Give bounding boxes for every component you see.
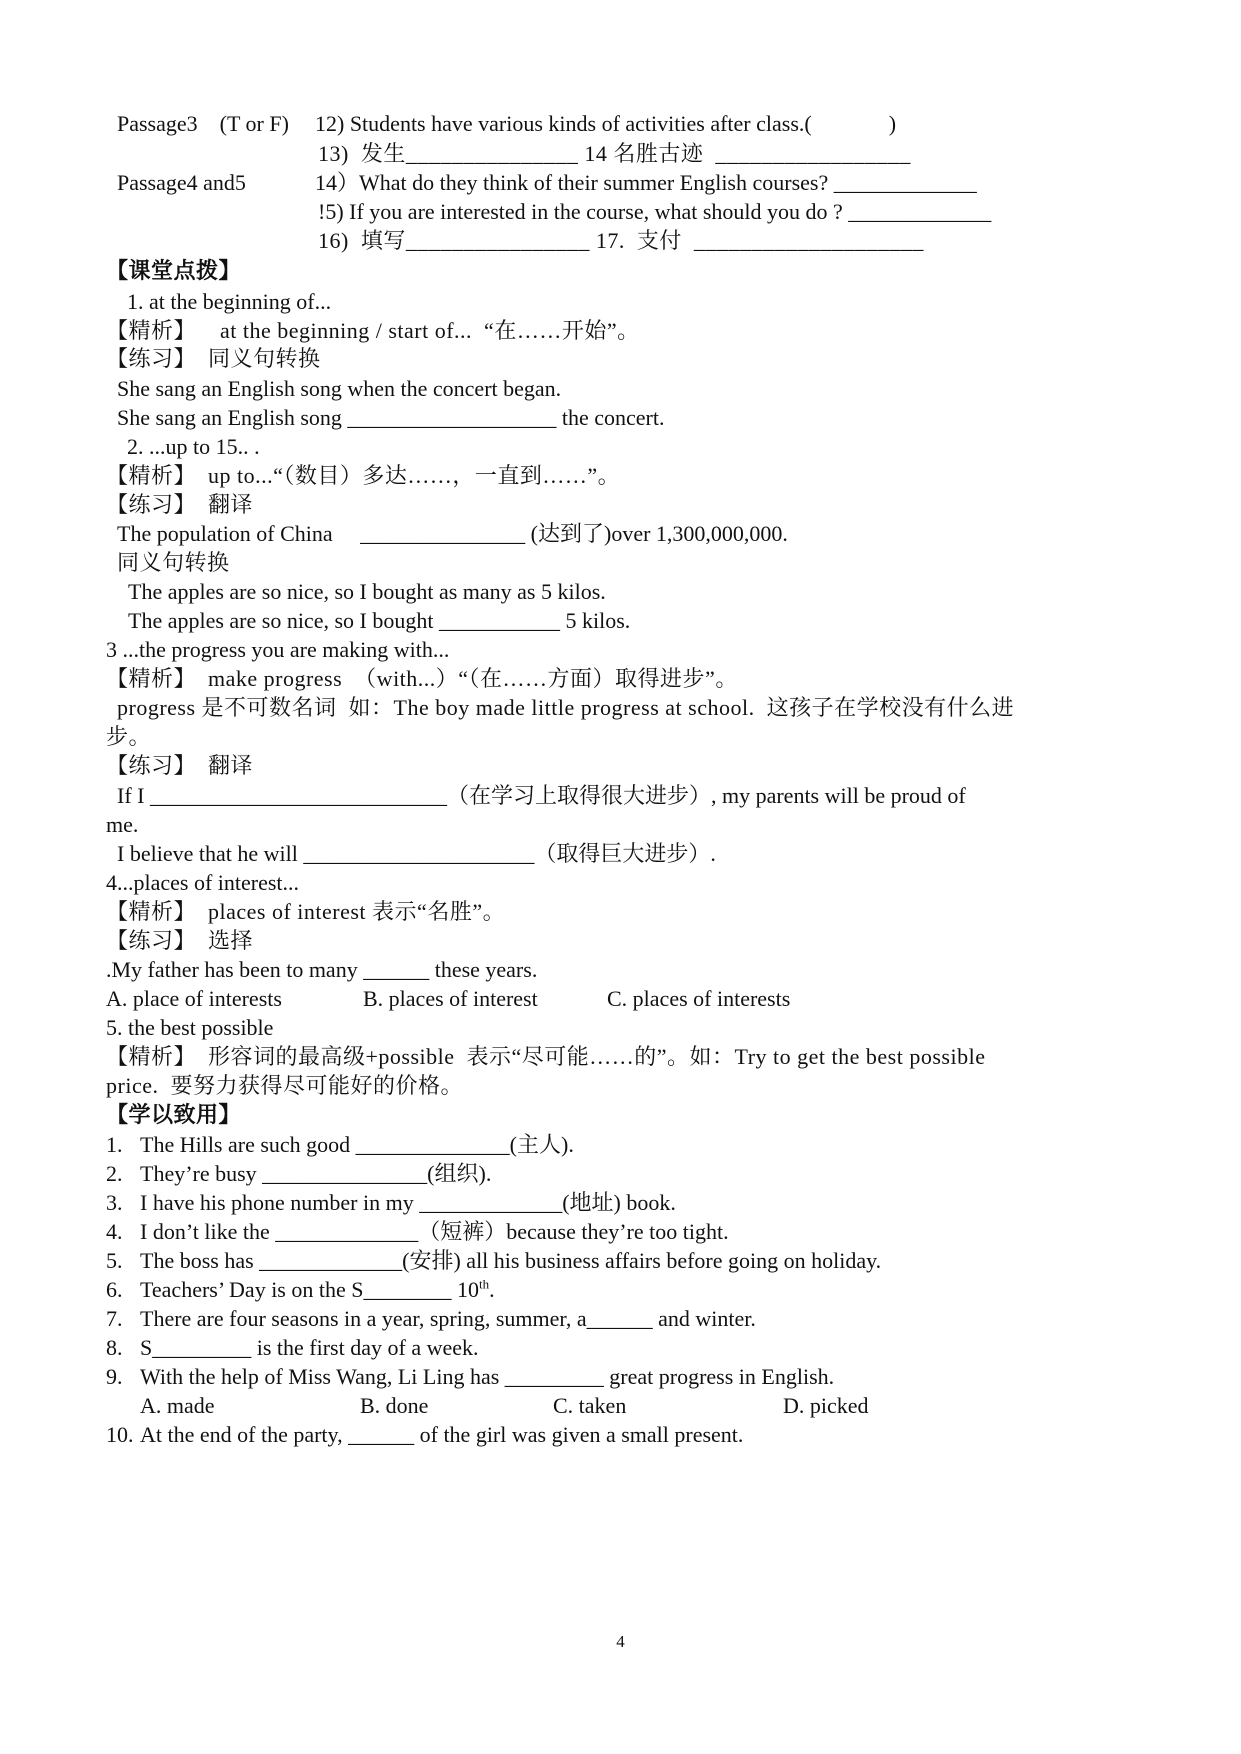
exercise-5-num: 5. [106,1248,123,1273]
question-12: 12) Students have various kinds of activities after class.( ) [315,111,897,136]
exercise-2-text: They’re busy _______________(组织). [140,1161,492,1186]
question-14: 14）What do they think of their summer English courses? _____________ [315,170,977,195]
point-3-sentence-1b: me. [106,812,139,837]
page-number: 4 [616,1632,625,1651]
question-13: 13) 发生_______________ 14 名胜古迹 _________________ [318,141,911,166]
exercise-1-num: 1. [106,1132,123,1157]
exercise-8-text: S_________ is the first day of a week. [140,1335,479,1360]
exercise-8-num: 8. [106,1335,123,1360]
point-3-analysis: 【精析】 make progress （with...）“（在……方面）取得进步”。 [106,666,738,691]
point-1-analysis: 【精析】 at the beginning / start of... “在……开始”。 [106,318,640,343]
point-3-note-line-2: 步。 [106,724,152,749]
point-2-sentence-2: The apples are so nice, so I bought as many as 5 kilos. [128,579,606,604]
exercise-6-superscript: th [478,1276,490,1292]
section-heading-apply: 【学以致用】 [106,1102,242,1127]
point-4-option-c: C. places of interests [607,986,791,1011]
point-1-exercise-label: 【练习】 同义句转换 [106,346,321,371]
point-2-sentence-1: The population of China _______________ (达到了)over 1,300,000,000. [117,521,788,546]
exercise-6-num: 6. [106,1277,123,1302]
exercise-9-text: With the help of Miss Wang, Li Ling has _________ great progress in English. [140,1364,835,1389]
exercise-6 [140,1276,495,1304]
exercise-9-option-a: A. made [140,1393,215,1418]
point-5-title: 5. the best possible [106,1015,274,1040]
passage45-label: Passage4 and5 [117,170,246,195]
point-4-option-b: B. places of interest [363,986,538,1011]
point-5-analysis-line-1: 【精析】 形容词的最高级+possible 表示“尽可能……的”。如：Try to get the best possible [106,1044,986,1069]
section-heading-class-tips: 【课堂点拨】 [106,258,242,283]
exercise-3-text: I have his phone number in my _____________(地址) book. [140,1190,676,1215]
point-4-question: .My father has been to many ______ these years. [106,957,538,982]
point-3-sentence-1a: If I ___________________________（在学习上取得很大进步）, my parents will be proud of [117,783,966,808]
exercise-7-num: 7. [106,1306,123,1331]
point-3-title: 3 ...the progress you are making with... [106,637,450,662]
exercise-10-num: 10. [106,1422,134,1447]
exercise-6-text: Teachers’ Day is on the S________ 10 [140,1277,479,1302]
point-4-exercise-label: 【练习】 选择 [106,928,254,953]
exercise-10-text: At the end of the party, ______ of the girl was given a small present. [140,1422,744,1447]
point-1-sentence-2: She sang an English song ___________________ the concert. [117,405,665,430]
point-3-exercise-label: 【练习】 翻译 [106,753,254,778]
exercise-9-option-d: D. picked [783,1393,869,1418]
point-2-exercise-label: 【练习】 翻译 [106,492,254,517]
exercise-2-num: 2. [106,1161,123,1186]
exercise-5-text: The boss has _____________(安排) all his business affairs before going on holiday. [140,1248,882,1273]
point-4-option-a: A. place of interests [106,986,282,1011]
point-2-analysis: 【精析】 up to...“（数目）多达……，一直到……”。 [106,463,621,488]
point-2-title: 2. ...up to 15.. . [127,434,260,459]
exercise-4-num: 4. [106,1219,123,1244]
point-1-sentence-1: She sang an English song when the concert began. [117,376,562,401]
exercise-3-num: 3. [106,1190,123,1215]
point-2-sentence-3: The apples are so nice, so I bought ___________ 5 kilos. [128,608,631,633]
point-3-sentence-2: I believe that he will _____________________（取得巨大进步）. [117,841,716,866]
passage3-label: Passage3 (T or F) [117,111,289,136]
exercise-6-tail: . [489,1277,495,1302]
exercise-7-text: There are four seasons in a year, spring, summer, a______ and winter. [140,1306,756,1331]
exercise-9-num: 9. [106,1364,123,1389]
point-5-analysis-line-2: price. 要努力获得尽可能好的价格。 [106,1073,463,1098]
point-4-analysis: 【精析】 places of interest 表示“名胜”。 [106,899,506,924]
exercise-9-option-b: B. done [360,1393,429,1418]
exercise-9-option-c: C. taken [553,1393,627,1418]
question-16: 16) 填写________________ 17. 支付 ____________________ [318,228,924,253]
point-3-note-line-1: progress 是不可数名词 如：The boy made little progress at school. 这孩子在学校没有什么进 [117,695,1015,720]
point-4-title: 4...places of interest... [106,870,300,895]
point-2-exercise-label-2: 同义句转换 [117,550,230,575]
point-1-title: 1. at the beginning of... [127,289,332,314]
question-15: !5) If you are interested in the course, what should you do ? _____________ [318,199,992,224]
exercise-4-text: I don’t like the _____________（短裤）because they’re too tight. [140,1219,729,1244]
exercise-1-text: The Hills are such good ______________(主人). [140,1132,574,1157]
